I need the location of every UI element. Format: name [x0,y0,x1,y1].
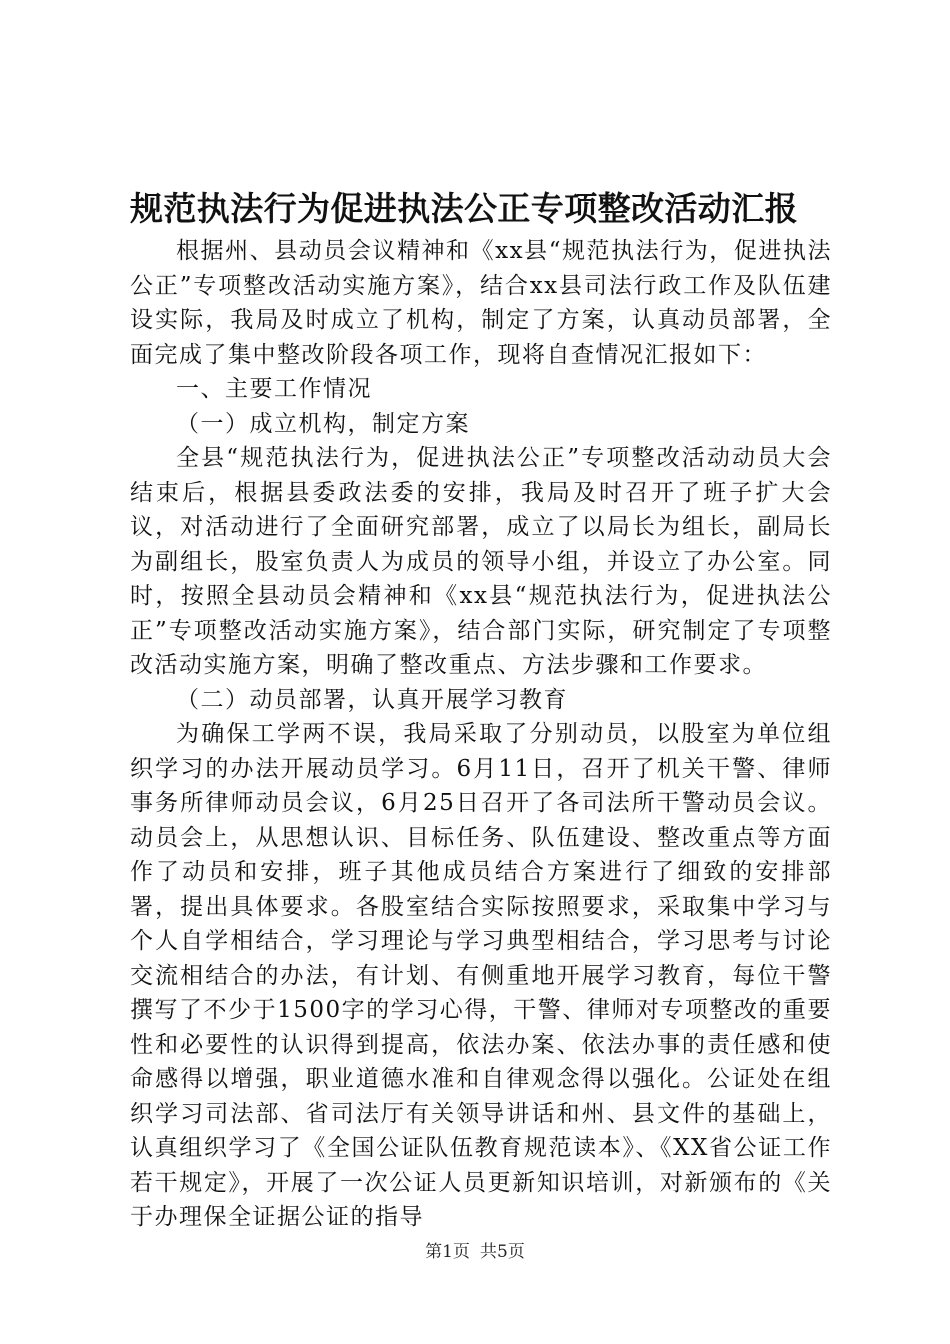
page-number: 第1页 [425,1242,470,1262]
body-paragraph: 全县“规范执法行为，促进执法公正”专项整改活动动员大会结束后，根据县委政法委的安排，我局及时召开了班子扩大会议，对活动进行了全面研究部署，成立了以局长为组长，副局长为副组长，股室负责人为成员的领导小组，并设立了办公室。同时，按照全县动员会精神和《xx县“规范执法行为，促进执法公正”专项整改活动实施方案》，结合部门实际，研究制定了专项整改活动实施方案，明确了整改重点、方法步骤和工作要求。 [130,445,832,678]
document-body [130,234,832,1235]
subsection-heading: （一）成立机构，制定方案 [176,410,470,437]
page-total: 共5页 [480,1242,525,1262]
subsection-heading: （二）动员部署，认真开展学习教育 [176,686,568,713]
document-title: 规范执法行为促进执法公正专项整改活动汇报 [130,189,798,228]
page-footer [0,1241,950,1263]
section-heading: 一、主要工作情况 [176,376,372,402]
body-paragraph: 为确保工学两不误，我局采取了分别动员，以股室为单位组织学习的办法开展动员学习。6月11日，召开了机关干警、律师事务所律师动员会议，6月25日召开了各司法所干警动员会议。动员会上，从思想认识、目标任务、队伍建设、整改重点等方面作了动员和安排，班子其他成员结合方案进行了细致的安排部署，提出具体要求。各股室结合实际按照要求，采取集中学习与个人自学相结合，学习理论与学习典型相结合，学习思考与讨论交流相结合的办法，有计划、有侧重地开展学习教育，每位干警撰写了不少于1500字的学习心得，干警、律师对专项整改的重要性和必要性的认识得到提高，依法办案、依法办事的责任感和使命感得以增强，职业道德水准和自律观念得以强化。公证处在组织学习司法部、省司法厅有关领导讲话和州、县文件的基础上，认真组织学习了《全国公证队伍教育规范读本》、《XX省公证工作若干规定》，开展了一次公证人员更新知识培训，对新颁布的《关于办理保全证据公证的指导 [130,721,832,1230]
intro-paragraph: 根据州、县动员会议精神和《xx县“规范执法行为，促进执法公正”专项整改活动实施方案》，结合xx县司法行政工作及队伍建设实际，我局及时成立了机构，制定了方案，认真动员部署，全面完成了集中整改阶段各项工作，现将自查情况汇报如下： [130,238,832,368]
